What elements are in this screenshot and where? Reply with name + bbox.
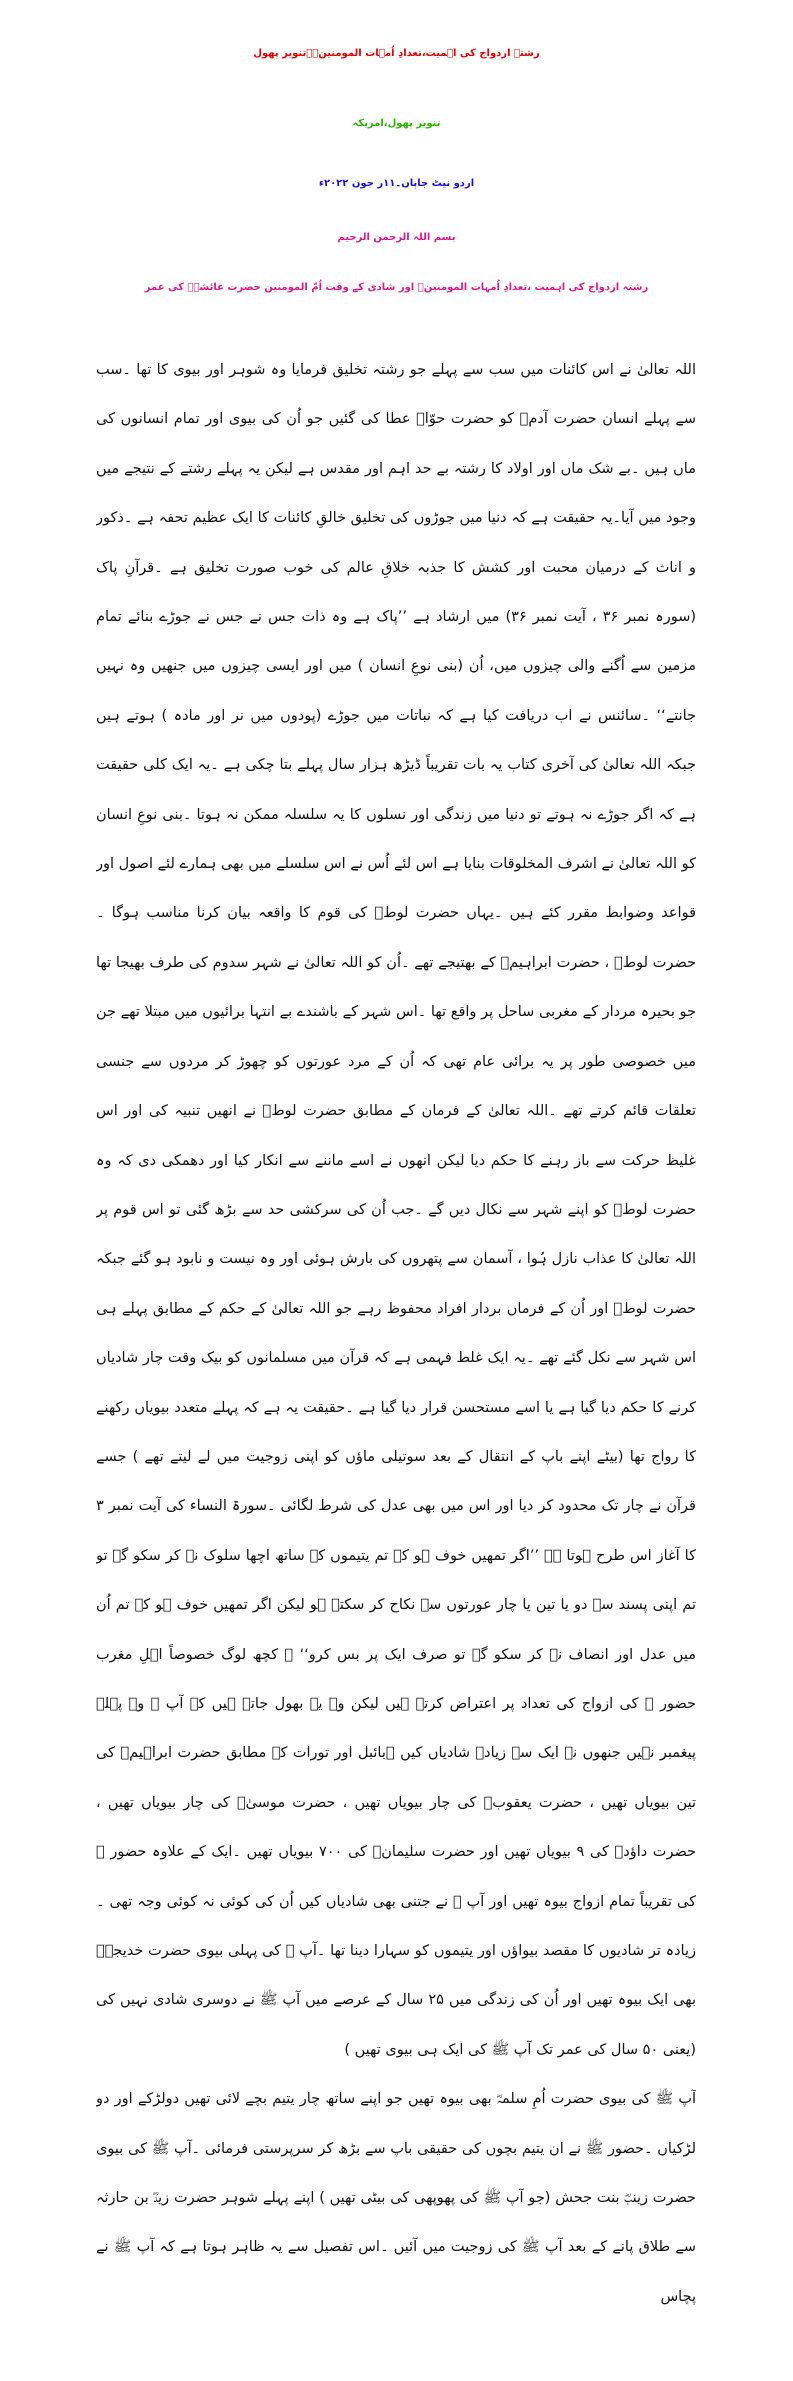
author-location: تنویر پھول،امریکہ	[352, 118, 441, 129]
bismillah-heading: بسم اللہ الرحمن الرحیم	[337, 232, 456, 243]
article-paragraph: آپ ﷺ کی بیوی حضرت اُمِ سلمہؓ بھی بیوہ تھیں جو اپنے ساتھ چار یتیم بچے لائی تھیں دولڑکے اور دو لڑکیاں ۔حضور ﷺ نے ان یتیم بچوں کی حقیقی باپ سے بڑھ کر سرپرستی فرمائی ۔آپ ﷺ کی بیوی حضرت زینبؓ بنت جحش (جو آپ ﷺ کی پھوپھی کی بیٹی تھیں ) اپنے پہلے شوہر حضرت زیدؓ بن حارثہ سے طلاق پانے کے بعد آپ ﷺ کی زوجیت میں آئیں ۔اس تفصیل سے یہ ظاہر ہوتا ہے کہ آپ ﷺ نے پچاس	[96, 2091, 696, 2305]
article-paragraph: اللہ تعالیٰ نے اس کائنات میں سب سے پہلے جو رشتہ تخلیق فرمایا وہ شوہر اور بیوی کا تھا ۔سب سے پہلے انسان حضرت آدمؑ کو حضرت حوّاؑ عطا کی گئیں جو اُن کی بیوی اور تمام انسانوں کی ماں ہیں ۔بے شک ماں اور اولاد کا رشتہ بے حد اہم اور مقدس ہے لیکن یہ پہلے رشتے کے نتیجے میں وجود میں آیا۔یہ حقیقت ہے کہ دنیا میں جوڑوں کی تخلیق خالقِ کائنات کا ایک عظیم تحفہ ہے ۔ذکور و اناث کے درمیان محبت اور کشش کا جذبہ خلاقِ عالم کی خوب صورت تخلیق ہے ۔قرآنِ پاک (سورہ نمبر ۳۶ ، آیت نمبر ۳۶) میں ارشاد ہے ’’پاک ہے وہ ذات جس نے جس نے جوڑے بنائے تمام مزمین سے اُگنے والی چیزوں میں، اُن (بنی نوعِ انسان ) میں اور ایسی چیزوں میں جنھیں وہ نہیں جانتے‘‘ ۔سائنس نے اب دریافت کیا ہے کہ نباتات میں جوڑے (پودوں میں نر اور مادہ ) ہوتے ہیں جبکہ اللہ تعالیٰ کی آخری کتاب یہ بات تقریباً ڈیڑھ ہزار سال پہلے بتا چکی ہے ۔یہ ایک کلی حقیقت ہے کہ اگر جوڑے نہ ہوتے تو دنیا میں زندگی اور نسلوں کا یہ سلسلہ ممکن نہ ہوتا ۔بنی نوعِ انسان کو اللہ تعالیٰ نے اشرف المخلوقات بنایا ہے اس لئے اُس نے اس سلسلے میں بھی ہمارے لئے اصول اور قواعد وضوابط مقرر کئے ہیں ۔یہاں حضرت لوطؑ کی قوم کا واقعہ بیان کرنا مناسب ہوگا ۔حضرت لوطؑ ، حضرت ابراہیمؑ کے بھتیجے تھے ۔اُن کو اللہ تعالیٰ نے شہر سدوم کی طرف بھیجا تھا جو بحیرہ مردار کے مغربی ساحل پر واقع تھا ۔اس شہر کے باشندے بے انتہا برائیوں میں مبتلا تھے جن میں خصوصی طور پر یہ برائی عام تھی کہ اُن کے مرد عورتوں کو چھوڑ کر مردوں سے جنسی تعلقات قائم کرتے تھے ۔اللہ تعالیٰ کے فرمان کے مطابق حضرت لوطؑ نے انھیں تنبیہ کی اور اس غلیظ حرکت سے باز رہنے کا حکم دیا لیکن انھوں نے اسے ماننے سے انکار کیا اور دھمکی دی کہ وہ حضرت لوطؑ کو اپنے شہر سے نکال دیں گے ۔جب اُن کی سرکشی حد سے بڑھ گئی تو اس قوم پر اللہ تعالیٰ کا عذاب نازل ہُوا ، آسمان سے پتھروں کی بارش ہوئی اور وہ نیست و نابود ہو گئے جبکہ حضرت لوطؑ اور اُن کے فرماں بردار افراد محفوظ رہے جو اللہ تعالیٰ کے حکم کے مطابق پہلے ہی اس شہر سے نکل گئے تھے ۔یہ ایک غلط فہمی ہے کہ قرآن میں مسلمانوں کو بیک وقت چار شادیاں کرنے کا حکم دیا گیا ہے یا اسے مستحسن قرار دیا گیا ہے ۔حقیقت یہ ہے کہ پہلے متعدد بیویاں رکھنے کا رواج تھا (بیٹے اپنے باپ کے انتقال کے بعد سوتیلی ماؤں کو اپنی زوجیت میں لے لیتے تھے ) جسے قرآن نے چار تک محدود کر دیا اور اس میں بھی عدل کی شرط لگائی ۔سورۃ النساء کی آیت نمبر ۳ کا آغاز اس طرح ہوتا ہے ’’اگر تمھیں خوف ہو کہ تم یتیموں کے ساتھ اچھا سلوک نہ کر سکو گے تو تم اپنی پسند سے دو یا تین یا چار عورتوں سے نکاح کر سکتے ہو لیکن اگر تمھیں خوف ہو کہ تم اُن میں عدل اور انصاف نہ کر سکو گے تو صرف ایک پر بس کرو‘‘ ۔ کچھ لوگ خصوصاً اہلِ مغرب حضور ﷺ کی ازواج کی تعداد پر اعتراض کرتے ہیں لیکن وہ یہ بھول جاتے ہیں کہ آپ ﷺ وہ پہلے پیغمبر نہیں جنھوں نے ایک سے زیادہ شادیاں کیں ۔بائبل اور تورات کے مطابق حضرت ابراہیمؑ کی تین بیویاں تھیں ، حضرت یعقوبؑ کی چار بیویاں تھیں ، حضرت موسیٰؑ کی چار بیویاں تھیں ، حضرت داؤدؑ کی ۹ بیویاں تھیں اور حضرت سلیمانؑ کی ۷۰۰ بیویاں تھیں ۔ایک کے علاوہ حضور ﷺ کی تقریباً تمام ازواج بیوہ تھیں اور آپ ﷺ نے جتنی بھی شادیاں کیں اُن کی کوئی نہ کوئی وجہ تھی ۔زیادہ تر شادیوں کا مقصد بیواؤں اور یتیموں کو سہارا دینا تھا ۔آپ ﷺ کی پہلی بیوی حضرت خدیجہؓ بھی ایک بیوہ تھیں اور اُن کی زندگی میں ۲۵ سال کے عرصے میں آپ ﷺ نے دوسری شادی نہیں کی (یعنی ۵۰ سال کی عمر تک آپ ﷺ کی ایک ہی بیوی تھیں )	[96, 362, 696, 2058]
article-body	[96, 346, 696, 2322]
article-title: رشتہ ازدواج کی اہمیت،تعدادِ اُمہات المومنینؓ۔تنویر پھول	[253, 48, 540, 59]
article-subtitle: رشتہ ازدواج کی اہمیت ،تعدادِ اُمہات المومنینؓ اور شادی کے وقت اُمّ المومنین حضرت عائشہؓ کی عمر	[144, 282, 649, 293]
publication-line: اردو نیٹ جاپان۔۱۱ر جون ۲۰۲۲ء	[318, 178, 475, 189]
